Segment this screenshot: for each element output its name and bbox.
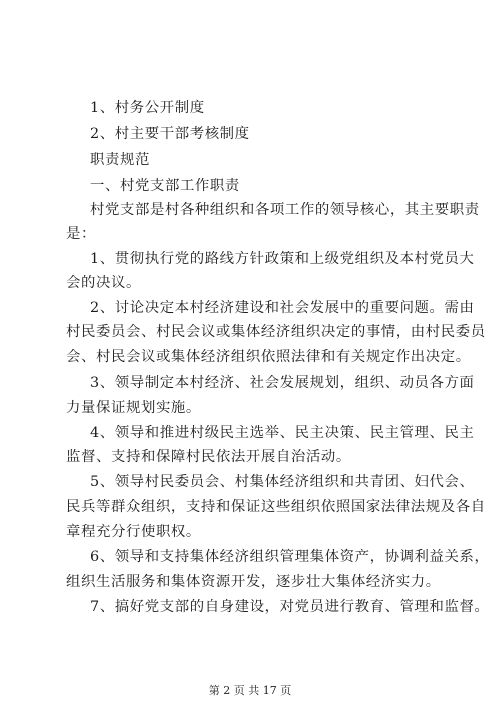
text-line: 力量保证规划实施。: [66, 400, 201, 416]
text-line: 4、领导和推进村级民主选举、民主决策、民主管理、民主: [90, 425, 475, 441]
text-line: 会、村民会议或集体经济组织依照法律和有关规定作出决定。: [66, 349, 471, 365]
text-line: 民兵等群众组织，支持和保证这些组织依照国家法律法规及各自: [66, 499, 486, 515]
text-line: 监督、支持和保障村民依法开展自治活动。: [66, 449, 351, 465]
text-line: 2、村主要干部考核制度: [90, 126, 250, 142]
page-number-footer: 第 2 页 共 17 页: [208, 684, 292, 697]
text-line: 6、领导和支持集体经济组织管理集体资产，协调利益关系，: [90, 549, 490, 565]
text-line: 是：: [66, 226, 96, 242]
text-line: 1、贯彻执行党的路线方针政策和上级党组织及本村党员大: [90, 251, 475, 267]
text-line: 村民委员会、村民会议或集体经济组织决定的事情，由村民委员: [66, 324, 486, 340]
text-line: 3、领导制定本村经济、社会发展规划，组织、动员各方面: [90, 375, 475, 391]
text-line: 会的决议。: [66, 275, 141, 291]
section-heading: 一、村党支部工作职责: [90, 178, 240, 194]
text-line: 2、讨论决定本村经济建设和社会发展中的重要问题。需由: [90, 300, 475, 316]
text-line: 5、领导村民委员会、村集体经济组织和共青团、妇代会、: [90, 474, 475, 490]
text-line: 7、搞好党支部的自身建设，对党员进行教育、管理和监督。: [90, 599, 490, 615]
text-line: 1、村务公开制度: [90, 100, 205, 116]
text-line: 章程充分行使职权。: [66, 524, 201, 540]
text-line: 组织生活服务和集体资源开发，逐步壮大集体经济实力。: [66, 574, 441, 590]
text-line: 村党支部是村各种组织和各项工作的领导核心，其主要职责: [90, 202, 480, 218]
section-heading: 职责规范: [90, 152, 150, 168]
